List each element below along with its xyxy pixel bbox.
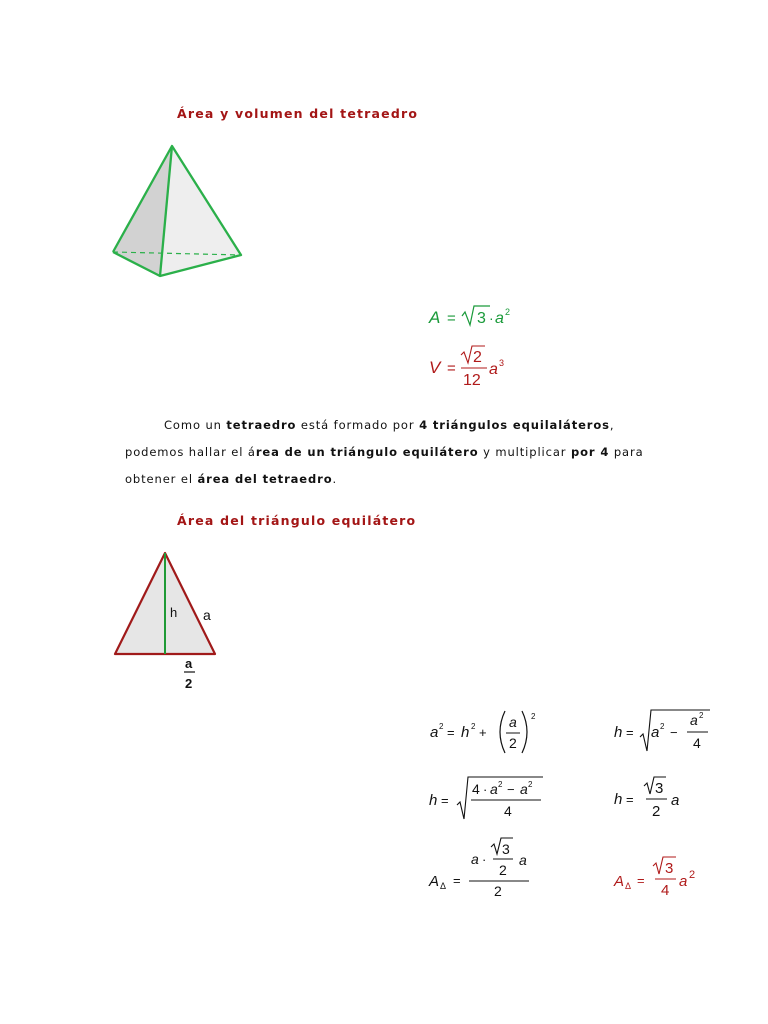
- var-a: a: [679, 873, 688, 890]
- formula-volume-lhs: V: [429, 358, 441, 377]
- inner-den: 2: [499, 862, 507, 878]
- text: ,: [609, 418, 615, 432]
- formula-volume-den: 12: [463, 372, 481, 389]
- text: Como un: [164, 418, 227, 432]
- equation-area-triangle-result: [610, 848, 710, 898]
- formula-area-eq: =: [447, 310, 456, 327]
- label-h: h: [170, 605, 178, 620]
- frac-den: 4: [661, 882, 670, 898]
- frac-den: 2: [509, 735, 517, 751]
- equation-h-combined: [425, 773, 555, 823]
- root: 3: [502, 841, 510, 857]
- tetra-right-face: [160, 146, 241, 276]
- text: podemos hallar el á: [125, 445, 256, 459]
- tetrahedron-figure: [100, 135, 260, 285]
- dot: ·: [482, 852, 487, 867]
- root: 3: [655, 780, 664, 797]
- text: obtener el: [125, 472, 198, 486]
- exp: 2: [498, 780, 503, 789]
- bold-text: tetraedro: [226, 418, 297, 432]
- equals: =: [441, 793, 449, 808]
- var-h: h: [614, 724, 623, 741]
- bold-text: área del tetraedro: [197, 472, 333, 486]
- var-A: A: [429, 873, 440, 890]
- formula-area-lhs: A: [429, 308, 441, 327]
- minus: −: [670, 725, 678, 740]
- var-a: a: [651, 724, 660, 741]
- minus: −: [507, 782, 515, 797]
- section-title-tetrahedron: Área y volumen del tetraedro: [177, 106, 419, 121]
- dot: ·: [483, 782, 488, 797]
- var-a: a: [490, 781, 498, 797]
- equation-pythagoras: [425, 707, 555, 757]
- text: para: [609, 445, 644, 459]
- var-a: a: [671, 792, 680, 809]
- bold-text: rea de un triángulo equilátero: [255, 445, 479, 459]
- text: .: [332, 472, 338, 486]
- label-half-den: 2: [185, 676, 193, 691]
- formula-volume-var: a: [489, 361, 498, 378]
- exp: 2: [689, 869, 696, 881]
- text: y multiplicar: [478, 445, 571, 459]
- plus: +: [479, 725, 487, 740]
- subscript-delta: Δ: [440, 881, 447, 891]
- formula-area-var: a: [495, 310, 504, 327]
- formula-volume-exp: 3: [499, 358, 505, 368]
- formula-area-exp: 2: [505, 307, 511, 317]
- paragraph-line-2: [125, 445, 644, 459]
- var-h: h: [461, 724, 470, 741]
- equation-h-sqrt: [610, 707, 720, 757]
- num-four: 4: [472, 781, 480, 797]
- exp: 2: [471, 722, 476, 731]
- section-title-triangle: Área del triángulo equilátero: [177, 513, 417, 528]
- var-h: h: [614, 791, 623, 808]
- equals: =: [626, 792, 634, 807]
- var-h: h: [429, 792, 438, 809]
- formula-volume-eq: =: [447, 360, 456, 377]
- equals: =: [626, 725, 634, 740]
- formula-volume-num: 2: [473, 349, 482, 366]
- formula-area-root: 3: [477, 310, 486, 327]
- var-a: a: [430, 724, 439, 741]
- frac-den: 2: [652, 803, 661, 820]
- paren-left: [500, 711, 505, 753]
- exp: 2: [699, 711, 704, 720]
- text: está formado por: [296, 418, 420, 432]
- equation-h-result: [610, 773, 690, 823]
- exp: 2: [528, 780, 533, 789]
- var-A: A: [614, 873, 625, 890]
- label-half-num: a: [185, 656, 193, 671]
- formula-tetra-area: [425, 300, 535, 332]
- var-a: a: [471, 851, 479, 867]
- frac-den: 2: [494, 883, 502, 899]
- root: 3: [665, 860, 674, 877]
- bold-text: por 4: [570, 445, 610, 459]
- equals: =: [637, 873, 645, 888]
- var-a: a: [520, 781, 528, 797]
- exp: 2: [660, 722, 665, 731]
- formula-tetra-volume: [425, 342, 525, 392]
- formula-area-dot: ·: [489, 310, 494, 326]
- equals: =: [447, 725, 455, 740]
- exp: 2: [439, 722, 444, 731]
- frac-den: 4: [504, 803, 512, 819]
- var-a: a: [519, 852, 527, 868]
- exp: 2: [531, 712, 536, 721]
- paragraph-line-1: [164, 418, 614, 432]
- paren-right: [522, 711, 527, 753]
- equation-area-triangle: [425, 835, 535, 900]
- frac-den: 4: [693, 735, 701, 751]
- frac-num: a: [509, 714, 517, 730]
- label-a: a: [203, 607, 211, 623]
- subscript-delta: Δ: [625, 881, 632, 891]
- paragraph-line-3: [125, 472, 337, 486]
- frac-num: a: [690, 712, 698, 728]
- equilateral-triangle-figure: [105, 545, 235, 695]
- equals: =: [453, 873, 461, 888]
- bold-text: 4 triángulos equilaláteros: [419, 418, 610, 432]
